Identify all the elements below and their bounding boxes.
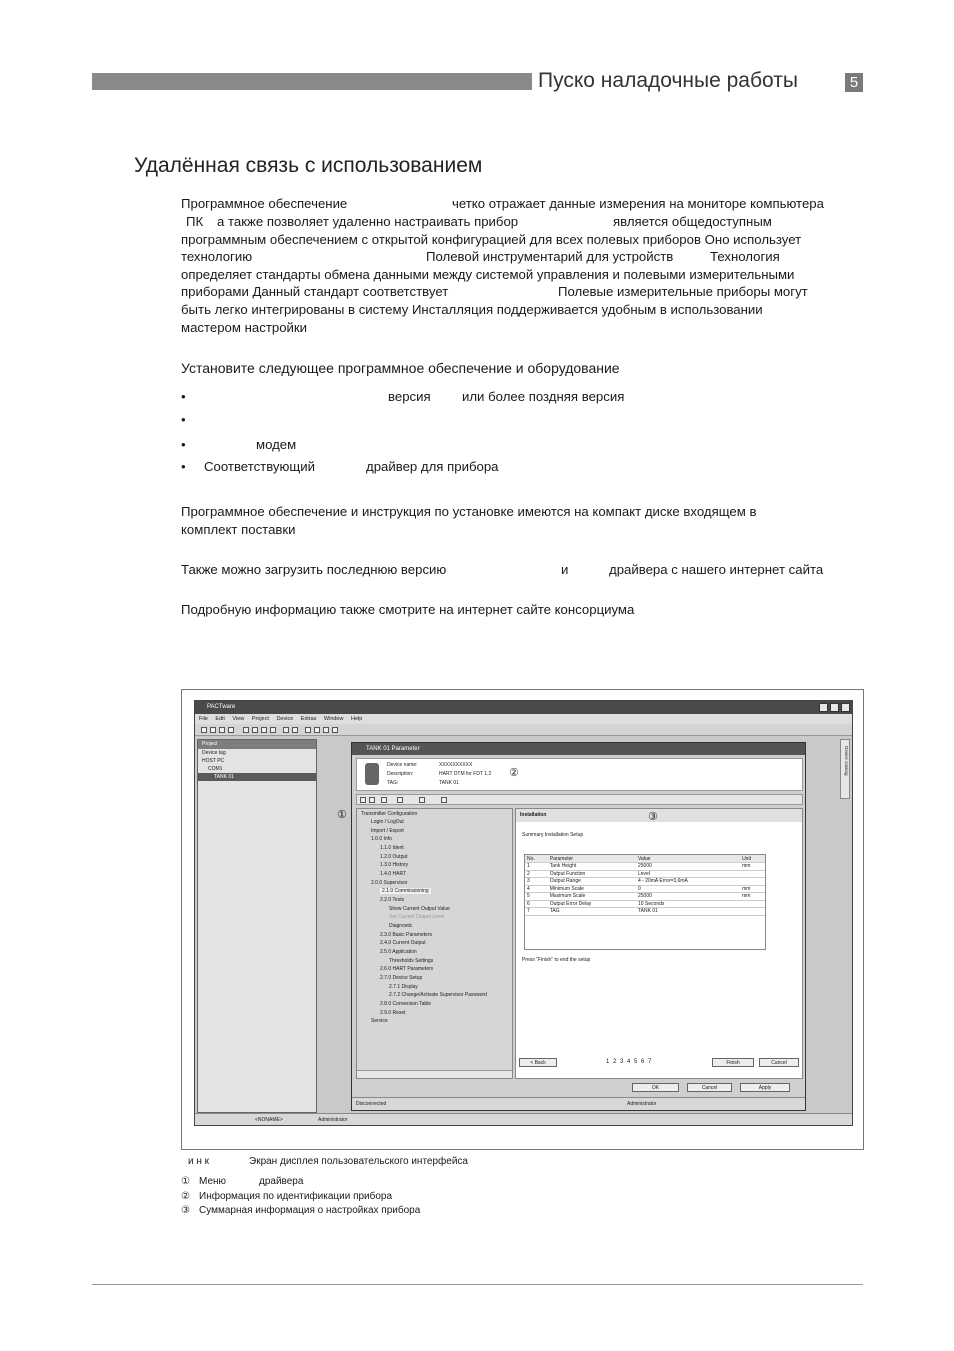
tree-item[interactable]: Import / Export (371, 828, 404, 834)
bullet-text: драйвер для прибора (366, 459, 499, 474)
text-line: быть легко интегрированы в систему Инсталляция поддерживается удобным в использовании (181, 302, 763, 317)
close-icon[interactable] (841, 703, 850, 712)
device-catalog-tab[interactable] (840, 739, 850, 799)
page-numbers[interactable]: 1 2 3 4 5 6 7 (606, 1059, 652, 1065)
device-info-panel (356, 758, 803, 791)
menu-device[interactable]: Device (276, 716, 294, 722)
tree-scrollbar[interactable] (357, 1070, 512, 1078)
tree-item[interactable]: 2.7.1 Display (389, 984, 418, 990)
callout-2: ② (509, 767, 519, 779)
print-icon[interactable] (228, 727, 234, 733)
bullet-text: Соответствующий (204, 459, 316, 474)
col-unit: Unit (740, 855, 765, 863)
catalog-icon[interactable] (283, 727, 289, 733)
cell: Tank Height (548, 863, 636, 871)
menu-bar (195, 714, 852, 724)
measure-icon[interactable] (305, 727, 311, 733)
cell: TANK 01 (636, 908, 740, 916)
driver-menu-tree (356, 808, 513, 1079)
cell: TAG (548, 908, 636, 916)
cell: 25000 (636, 893, 740, 901)
dialog-toolbar (356, 794, 803, 805)
text-line: а также позволяет удаленно настраивать прибор (217, 214, 519, 229)
cell: Maximum Scale (548, 893, 636, 901)
tree-item[interactable]: 1.3.0 History (380, 862, 409, 868)
device-catalog-label: Device catalog (844, 746, 849, 776)
device-tag-label: Device tag (202, 750, 226, 756)
tree-item[interactable]: Show Current Output Value (389, 906, 450, 912)
tree-item[interactable]: 2.6.0 HART Parameters (380, 966, 434, 972)
tree-item[interactable]: 2.7.2 Change/Activate Supervisor Password (389, 992, 487, 998)
tree-item[interactable]: 2.2.0 Tests (380, 897, 405, 903)
tree-item-selected[interactable]: 2.1.0 Commissioning (382, 888, 429, 894)
finish-button[interactable]: Finish (712, 1058, 754, 1067)
table-row (525, 878, 765, 886)
dialog-status-bar (352, 1097, 805, 1110)
print-icon[interactable] (441, 797, 447, 803)
layout-icon[interactable] (369, 797, 375, 803)
tree-item[interactable]: 2.0.0 Supervisor (371, 880, 408, 886)
open-icon[interactable] (210, 727, 216, 733)
bullet-mark: • (181, 437, 186, 452)
cell: mm (740, 863, 765, 871)
tree-item[interactable]: 1.2.0 Output (380, 854, 408, 860)
text-line: четко отражает данные измерения на мониторе компьютера (452, 196, 824, 211)
dialog-title: TANK 01 Parameter (366, 746, 420, 752)
text-line: определяет стандарты обмена данными между системой управления и полевыми измерительными (181, 267, 795, 282)
cell: mm (740, 893, 765, 901)
cell: Minimum Scale (548, 885, 636, 893)
window-titlebar (195, 701, 852, 714)
upload-icon[interactable] (261, 727, 267, 733)
tree-item[interactable]: 2.5.0 Application (380, 949, 417, 955)
tools-icon[interactable] (332, 727, 338, 733)
info-label: TAG: (387, 780, 399, 786)
legend-text: Суммарная информация о настройках прибора (199, 1205, 421, 1216)
app-status-bar (195, 1113, 852, 1125)
table-row (525, 870, 765, 878)
tree-item[interactable]: 1.0.0 Info (371, 836, 392, 842)
window-title: PACTware (207, 704, 236, 710)
tree-item-tank[interactable]: TANK 01 (198, 773, 316, 781)
cell (740, 878, 765, 886)
connection-status: Disconnected (356, 1101, 387, 1107)
info-value: XXXXXXXXXX (439, 762, 473, 768)
tree-item-disabled: Set Current Output Level (389, 914, 445, 920)
cell: 1 (525, 863, 548, 871)
text-line: программным обеспечением с открытой конфигурацией для всех полевых приборов Оно использует (181, 232, 802, 247)
project-panel (197, 739, 317, 1113)
text-line: является общедоступным (613, 214, 772, 229)
tree-item[interactable]: 2.4.0 Current Output (380, 940, 426, 946)
table-row (525, 900, 765, 908)
dialog-titlebar (352, 743, 805, 755)
cell (740, 870, 765, 878)
parameter-dialog (351, 742, 806, 1111)
figure-label: и н к (188, 1156, 210, 1167)
text-line: Также можно загрузить последнюю версию (181, 562, 447, 577)
parameter-icon[interactable] (292, 727, 298, 733)
diagnose-icon[interactable] (314, 727, 320, 733)
table-row (525, 885, 765, 893)
maximize-icon[interactable] (830, 703, 839, 712)
text-line: технологию (181, 249, 253, 264)
tree-item[interactable]: Transmitter Configuration (361, 811, 418, 817)
cell (740, 908, 765, 916)
project-panel-header: Project (198, 740, 316, 749)
bullet-mark: • (181, 459, 186, 474)
view-icon[interactable] (360, 797, 366, 803)
cell (740, 900, 765, 908)
download-icon[interactable] (270, 727, 276, 733)
menu-edit[interactable]: Edit (215, 716, 225, 722)
menu-view[interactable]: View (232, 716, 245, 722)
cell: mm (740, 885, 765, 893)
cell: Output Function (548, 870, 636, 878)
cell: 2 (525, 870, 548, 878)
text-line: Программное обеспечение (181, 196, 348, 211)
tree-item[interactable]: Diagnostic (389, 923, 413, 929)
table-row (525, 908, 765, 916)
install-heading: Установите следующее программное обеспечение и оборудование (181, 360, 620, 376)
intro-paragraph (0, 0, 954, 340)
cell: 6 (525, 900, 548, 908)
pactware-window (194, 700, 853, 1126)
cell: 7 (525, 908, 548, 916)
connect-icon[interactable] (243, 727, 249, 733)
minimize-icon[interactable] (819, 703, 828, 712)
text-line: комплект поставки (181, 522, 296, 537)
col-no: No. (525, 855, 548, 863)
status-admin: Administrator (318, 1117, 348, 1123)
text-line: приборами Данный стандарт соответствует (181, 284, 449, 299)
settings-icon[interactable] (323, 727, 329, 733)
device-icon (365, 763, 379, 785)
text-line: ПК (186, 214, 204, 229)
tree-item-host[interactable]: HOST PC (202, 758, 225, 764)
summary-table (524, 854, 766, 950)
tree-item[interactable]: 2.3.0 Basic Parameters (380, 932, 432, 938)
info-value: TANK 01 (439, 780, 459, 786)
info-value: HART DTM for FDT 1.2 (439, 771, 492, 777)
cell: 5 (525, 893, 548, 901)
legend-num: ③ (181, 1205, 190, 1216)
cell: 4 - 20mA Error=3,6mA (636, 878, 740, 886)
tree-item[interactable]: 2.8.0 Conversion Table (380, 1001, 432, 1007)
cell: 0 (636, 885, 740, 893)
save-icon[interactable] (219, 727, 225, 733)
menu-help[interactable]: Help (351, 716, 363, 722)
main-toolbar (195, 724, 852, 736)
legend-text: драйвера (259, 1176, 304, 1187)
status-noname: <NONAME> (255, 1117, 283, 1123)
disconnect-icon[interactable] (252, 727, 258, 733)
bullet-mark: • (181, 412, 186, 427)
cell: 4 (525, 885, 548, 893)
menu-extras[interactable]: Extras (300, 716, 317, 722)
tree-item[interactable]: Service (371, 1018, 388, 1024)
figure-title: Экран дисплея пользовательского интерфейса (249, 1156, 468, 1167)
text-line: Полевые измерительные приборы могут (558, 284, 808, 299)
callout-3: ③ (648, 811, 658, 823)
tree-item[interactable]: 1.4.0 HART (380, 871, 407, 877)
tree-item[interactable]: 2.7.0 Device Setup (380, 975, 423, 981)
new-icon[interactable] (201, 727, 207, 733)
tree-item[interactable]: 1.1.0 Ident (380, 845, 404, 851)
bullet-text: или более поздняя версия (462, 389, 625, 404)
callout-1: ① (337, 809, 347, 821)
pane-title: Installation (516, 809, 802, 822)
info-label: Device name: (387, 762, 418, 768)
text-line: Технология (710, 249, 780, 264)
menu-project[interactable]: Project (251, 716, 269, 722)
text-line: Программное обеспечение и инструкция по установке имеются на компакт диске входящем в (181, 504, 757, 519)
bullet-text: версия (388, 389, 431, 404)
text-line: Подробную информацию также смотрите на интернет сайте консорциума (181, 602, 635, 617)
legend-text: Меню (199, 1176, 227, 1187)
cell: Output Range (548, 878, 636, 886)
refresh-icon[interactable] (419, 797, 425, 803)
legend-text: Информация по идентификации прибора (199, 1191, 393, 1202)
legend-num: ② (181, 1191, 190, 1202)
chapter-title: Пуско наладочные работы (538, 69, 798, 92)
tree-item[interactable]: Thresholds Settings (389, 958, 434, 964)
cancel-button[interactable]: Cancel (759, 1058, 799, 1067)
menu-window[interactable]: Window (323, 716, 344, 722)
cell: 25000 (636, 863, 740, 871)
finish-note: Press "Finish" to end the setup (522, 957, 591, 963)
legend-num: ① (181, 1176, 190, 1187)
screenshot-figure (181, 689, 864, 1150)
col-value: Value (636, 855, 740, 863)
table-row (525, 893, 765, 901)
text-line: и (561, 562, 569, 577)
user-role: Administrator (627, 1101, 657, 1107)
text-line: Полевой инструментарий для устройств (426, 249, 674, 264)
download-icon[interactable] (397, 797, 403, 803)
section-title: Удалённая связь с использованием (134, 154, 483, 177)
table-row (525, 863, 765, 871)
tree-item[interactable]: 2.9.0 Reset (380, 1010, 406, 1016)
cell: Level (636, 870, 740, 878)
summary-title: Summary Installation Setup (522, 832, 584, 838)
chapter-number: 5 (845, 73, 863, 92)
apply-button[interactable]: Apply (740, 1083, 790, 1092)
text-line: мастером настройки (181, 320, 308, 335)
text-line: драйвера с нашего интернет сайта (609, 562, 824, 577)
ok-button[interactable]: OK (632, 1083, 679, 1092)
footer-rule (92, 1284, 863, 1285)
tree-item[interactable]: Login / LogOut (371, 819, 404, 825)
bullet-mark: • (181, 389, 186, 404)
col-parameter: Parameter (548, 855, 636, 863)
back-button[interactable]: < Back (519, 1058, 557, 1067)
cell: Output Error Delay (548, 900, 636, 908)
bullet-text: модем (256, 437, 297, 452)
upload-icon[interactable] (381, 797, 387, 803)
cell: 3 (525, 878, 548, 886)
tree-item-com[interactable]: COM1 (208, 766, 223, 772)
cell: 10 Seconds (636, 900, 740, 908)
installation-pane (515, 808, 803, 1079)
menu-file[interactable]: File (199, 716, 208, 722)
info-label: Description: (387, 771, 414, 777)
cancel-dialog-button[interactable]: Cancel (687, 1083, 732, 1092)
